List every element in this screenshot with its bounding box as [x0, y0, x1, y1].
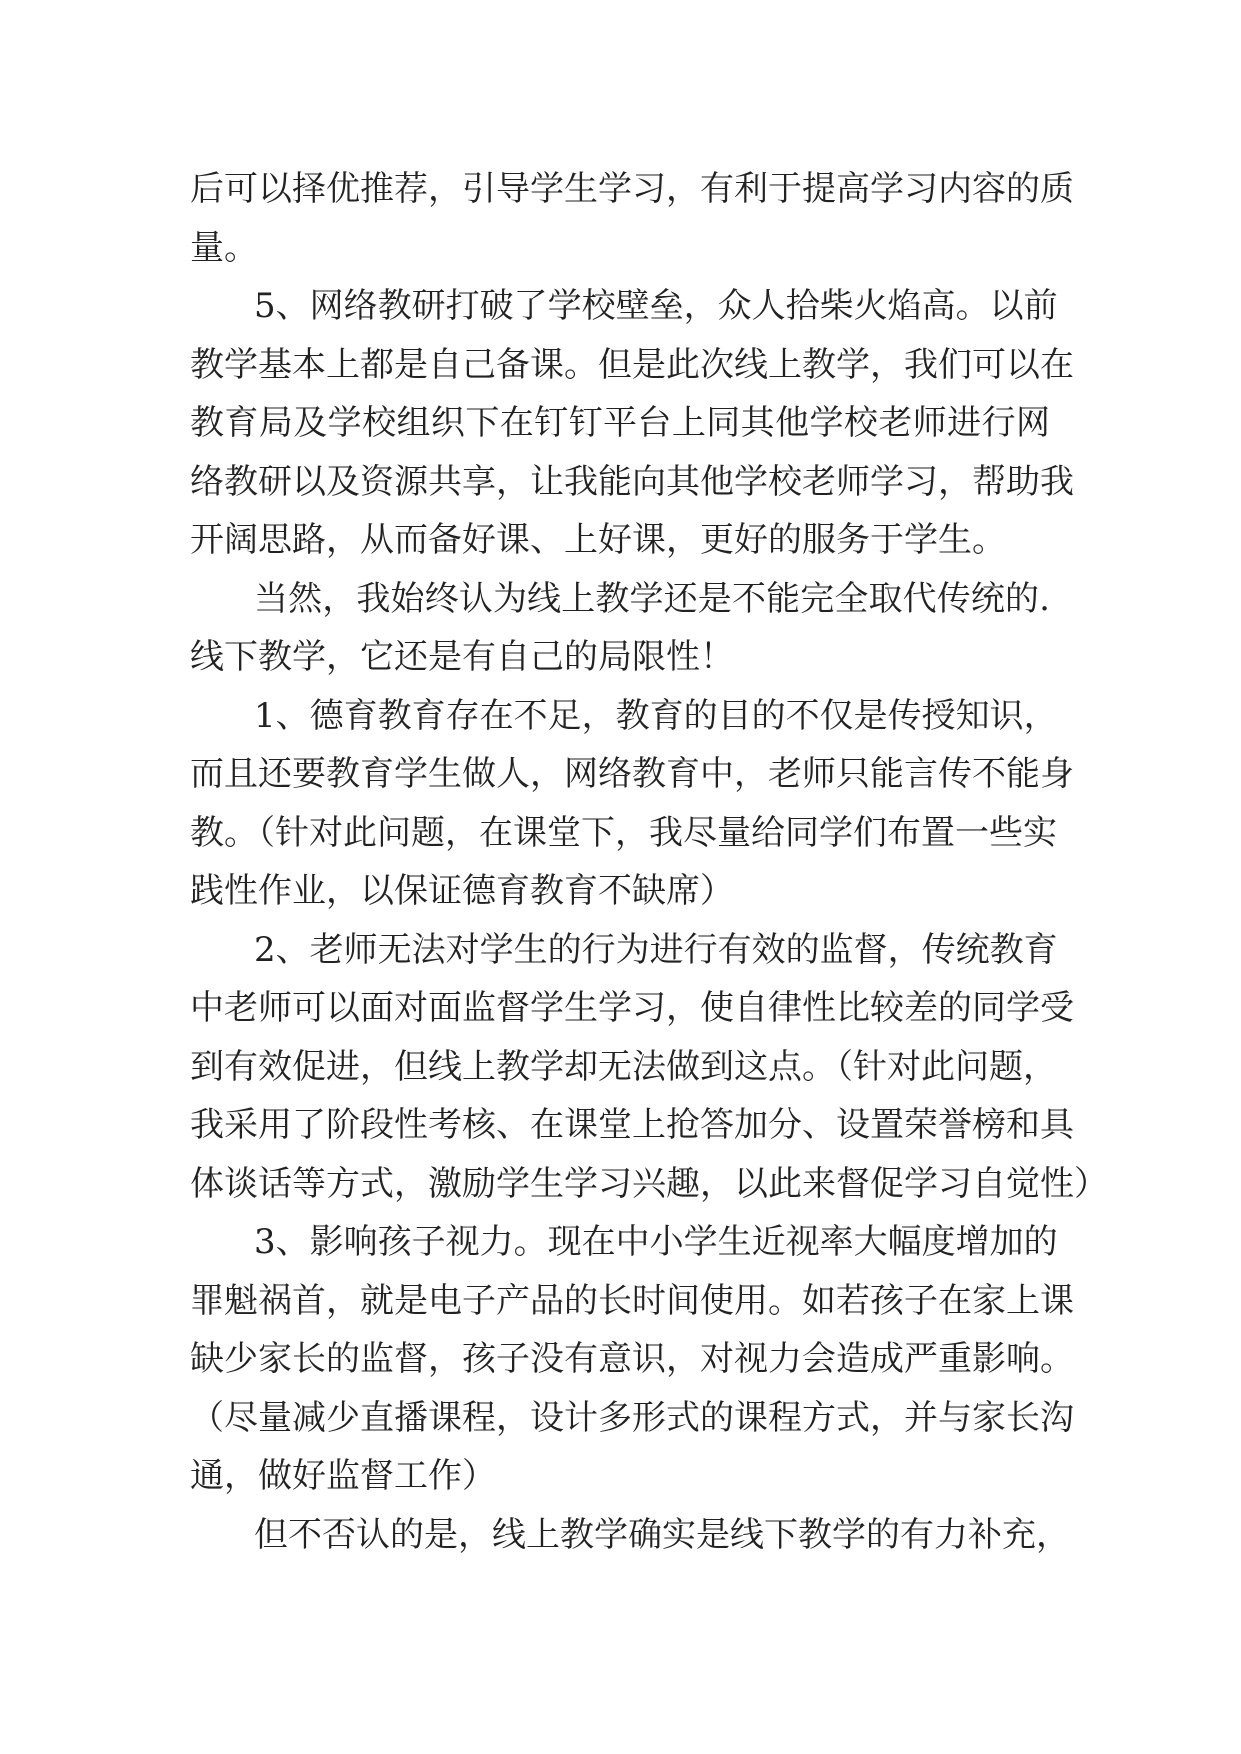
text-line: 践性作业，以保证德育教育不缺席）	[190, 871, 734, 911]
text-line: 但不否认的是，线上教学确实是线下教学的有力补充，	[254, 1514, 1070, 1555]
text-line: 缺少家长的监督，孩子没有意识，对视力会造成严重影响。	[190, 1339, 1074, 1379]
text-line: 量。	[190, 227, 258, 268]
text-line: 开阔思路，从而备好课、上好课，更好的服务于学生。	[190, 520, 1006, 560]
text-line: 中老师可以面对面监督学生学习，使自律性比较差的同学受	[190, 988, 1074, 1028]
text-line: 1、德育教育存在不足，教育的目的不仅是传授知识，	[254, 695, 1058, 736]
text-line: 体谈话等方式，激励学生学习兴趣，以此来督促学习自觉性）	[190, 1163, 1108, 1204]
text-line: 当然，我始终认为线上教学还是不能完全取代传统的.	[254, 578, 1050, 619]
text-line: 线下教学，它还是有自己的局限性！	[190, 637, 734, 677]
text-line: 5、网络教研打破了学校壁垒，众人拾柴火焰高。以前	[254, 286, 1058, 326]
text-line: 通，做好监督工作）	[190, 1456, 496, 1496]
text-line: 络教研以及资源共享，让我能向其他学校老师学习，帮助我	[190, 461, 1074, 502]
text-line: 2、老师无法对学生的行为进行有效的监督，传统教育	[254, 929, 1058, 970]
text-line: 教学基本上都是自己备课。但是此次线上教学，我们可以在	[190, 344, 1074, 385]
text-line: 教。（针对此问题，在课堂下，我尽量给同学们布置一些实	[190, 812, 1057, 853]
text-line: 我采用了阶段性考核、在课堂上抢答加分、设置荣誉榜和具	[190, 1105, 1074, 1145]
text-line: （尽量减少直播课程，设计多形式的课程方式，并与家长沟	[190, 1397, 1074, 1438]
text-line: 教育局及学校组织下在钉钉平台上同其他学校老师进行网	[190, 403, 1050, 443]
text-line: 后可以择优推荐，引导学生学习，有利于提高学习内容的质	[190, 169, 1074, 209]
body-text	[190, 160, 1108, 1564]
text-line: 罪魁祸首，就是电子产品的长时间使用。如若孩子在家上课	[190, 1280, 1074, 1321]
text-line: 3、影响孩子视力。现在中小学生近视率大幅度增加的	[254, 1222, 1058, 1262]
text-line: 到有效促进，但线上教学却无法做到这点。（针对此问题，	[190, 1046, 1057, 1087]
text-line: 而且还要教育学生做人，网络教育中，老师只能言传不能身	[190, 754, 1074, 794]
